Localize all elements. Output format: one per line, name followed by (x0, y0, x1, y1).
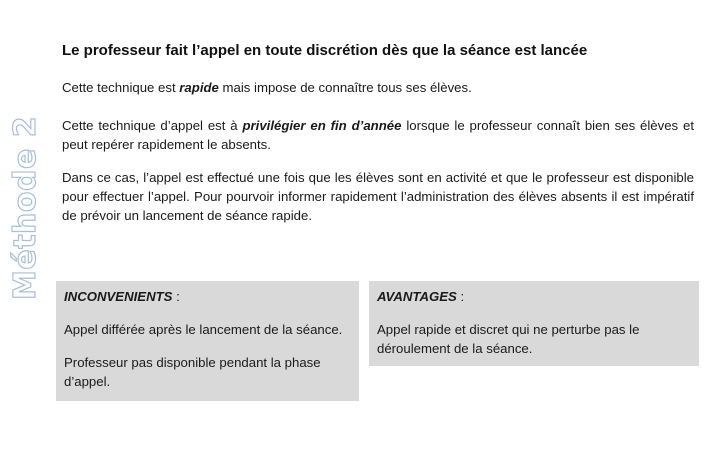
paragraph-text: Cette technique d’appel est à (62, 118, 243, 133)
slide-title: Le professeur fait l’appel en toute discrétion dès que la séance est lancée (62, 42, 588, 59)
emphasis-text: privilégier en fin d’année (242, 118, 402, 133)
avantages-heading (377, 287, 691, 306)
paragraph-when-to-use (62, 116, 694, 154)
avantages-heading-word: AVANTAGES (377, 289, 457, 304)
avantage-item: Appel rapide et discret qui ne perturbe pas le déroulement de la séance. (377, 322, 640, 356)
heading-suffix: : (172, 289, 180, 304)
inconvenient-item: Appel différée après le lancement de la séance. (64, 322, 343, 337)
method-side-label: Méthode 2 (8, 115, 43, 300)
inconvenients-heading (64, 287, 351, 306)
paragraph-text: mais impose de connaître tous ses élèves. (218, 80, 472, 95)
inconvenients-heading-word: INCONVENIENTS (64, 289, 173, 304)
paragraph-text: Cette technique est (62, 80, 180, 95)
inconvenient-item: Professeur pas disponible pendant la phase d’appel. (64, 355, 321, 389)
heading-suffix: : (456, 289, 465, 304)
paragraph-text: lorsque le professeur connaît bien ses élèves et peut repérer rapidement le absents. (62, 118, 695, 152)
inconvenients-box (56, 281, 359, 401)
paragraph-speed (62, 78, 694, 97)
avantages-box (369, 281, 699, 366)
emphasis-text: rapide (179, 80, 219, 95)
paragraph-procedure: Dans ce cas, l’appel est effectué une fois que les élèves sont en activité et que le professeur est disponible pour effectuer l’appel. Pour pourvoir informer rapidement l’administration des élèves absents il est impératif de prévoir un lancement de séance rapide. (62, 170, 694, 223)
